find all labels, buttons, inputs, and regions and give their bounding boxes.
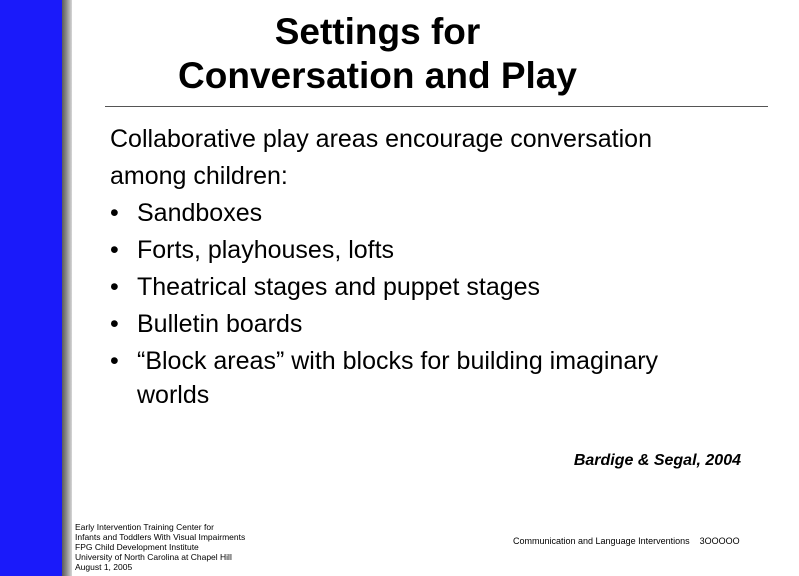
footer-line-3: FPG Child Development Institute [75,542,199,552]
footer-line-2: Infants and Toddlers With Visual Impairments [75,532,246,542]
footer-line-1: Early Intervention Training Center for [75,522,214,532]
bullet-text: Theatrical stages and puppet stages [137,273,541,301]
intro-paragraph [110,121,760,195]
bullet-marker: • [110,199,119,227]
bullet-text-line-1: “Block areas” with blocks for building imaginary [137,347,659,375]
footer-organization [75,522,245,572]
bullet-text: Forts, playhouses, lofts [137,236,395,264]
bullet-item-bulletin-boards [110,306,760,343]
title-divider [105,106,768,107]
bullet-item-forts [110,232,760,269]
bullet-marker: • [110,310,119,338]
bullet-item-sandboxes [110,195,760,232]
slide-title [100,10,655,98]
bullet-marker: • [110,347,119,375]
footer-course-info [513,536,740,547]
bullet-text: Bulletin boards [137,310,303,338]
footer-line-5: August 1, 2005 [75,562,133,572]
slide-title-line-1: Settings for [274,11,481,52]
bullet-marker: • [110,273,119,301]
intro-line-2: among children: [110,162,288,190]
footer-line-4: University of North Carolina at Chapel Hill [75,552,232,562]
bullet-list [110,195,760,412]
bullet-marker: • [110,236,119,264]
slide-body [110,121,760,412]
footer-course-title: Communication and Language Interventions [513,536,690,546]
footer-page-mark: 3OOOOO [699,536,740,546]
bullet-text-line-2: worlds [137,381,210,409]
citation: Bardige & Segal, 2004 [573,452,741,469]
slide-title-line-2: Conversation and Play [178,55,577,96]
bullet-text: Sandboxes [137,199,263,227]
left-bar-shadow [62,0,72,576]
left-accent-bar [0,0,62,576]
bullet-item-block-areas [110,343,760,412]
intro-line-1: Collaborative play areas encourage conversation [110,125,652,153]
bullet-item-theatrical-stages [110,269,760,306]
